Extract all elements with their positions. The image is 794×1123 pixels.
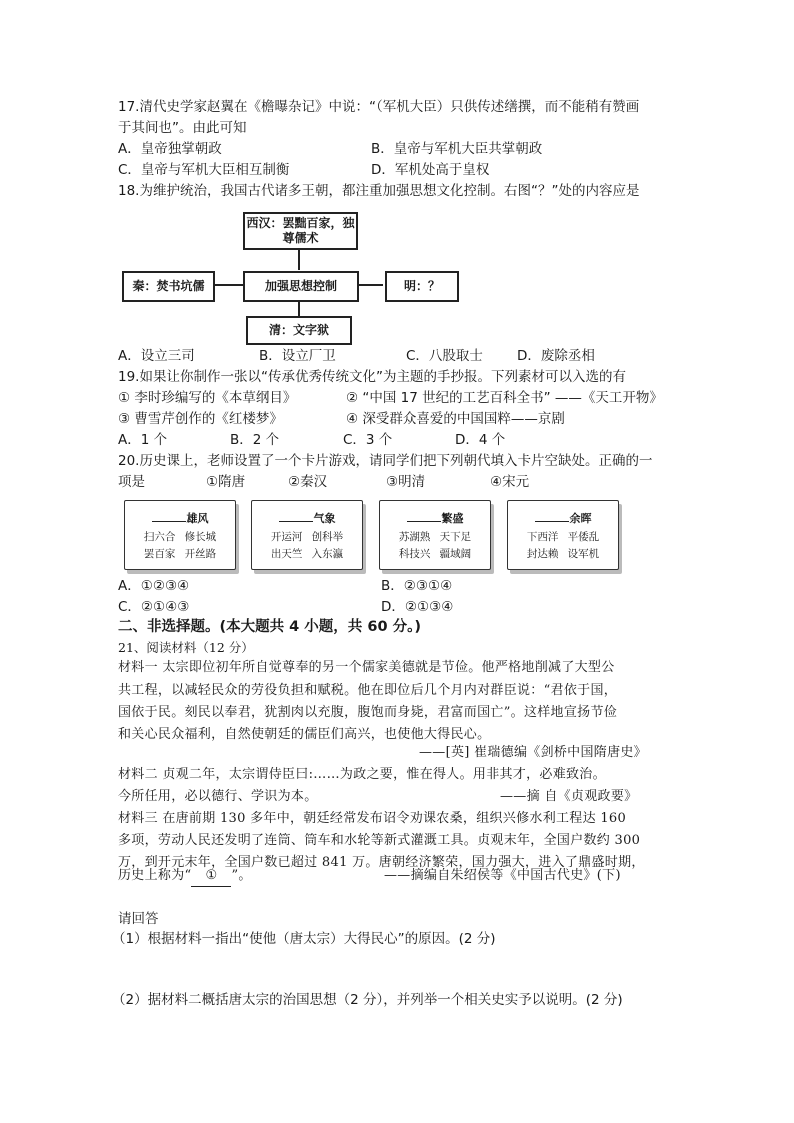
material-1-source: ——[英] 崔瑞德编《剑桥中国隋唐史》 <box>419 745 647 760</box>
q17-option-b: B．皇帝与军机大臣共掌朝政 <box>371 141 543 157</box>
material-2-line2: 今所任用，必以德行、学识为本。 <box>118 789 318 804</box>
q20-stem-line2: 项是 <box>118 474 145 490</box>
card-row-1: 扫六合 修长城 <box>143 531 217 543</box>
q19-stem: 19.如果让你制作一张以“传承优秀传统文化”为主题的手抄报。下列素材可以入选的有 <box>118 369 626 385</box>
material-3-line1: 材料三 在唐前期 130 多年中，朝廷经常发布诏令劝课农桑，组织兴修水利工程达 160 <box>118 811 627 826</box>
q20-choice-4: ④宋元 <box>490 474 530 490</box>
diagram-box-qin: 秦：焚书坑儒 <box>122 271 215 302</box>
q21-part-2: （2）据材料二概括唐太宗的治国思想（2 分），并列举一个相关史实予以说明。(2 分) <box>112 992 623 1008</box>
material-2-line1: 材料二 贞观二年，太宗谓侍臣曰:……为政之要，惟在得人。用非其才，必难致治。 <box>118 767 606 782</box>
q19-item-3: ③ 曹雪芹创作的《红楼梦》 <box>118 411 283 427</box>
q18-option-d: D．废除丞相 <box>517 348 595 364</box>
card-title: 雄风 <box>125 510 235 526</box>
answer-prompt: 请回答 <box>118 911 159 927</box>
card-row-1: 苏湖熟 天下足 <box>398 531 472 543</box>
q20-choice-3: ③明清 <box>386 474 426 490</box>
diagram-box-ming: 明：？ <box>385 271 459 302</box>
q19-option-b: B．2 个 <box>230 432 280 448</box>
section-2-heading: 二、非选择题。(本大题共 4 小题，共 60 分。) <box>118 619 421 635</box>
q17-stem-line2: 于其间也”。由此可知 <box>118 120 247 136</box>
q19-option-d: D．4 个 <box>455 432 506 448</box>
q21-part-1: （1）根据材料一指出“使他（唐太宗）大得民心”的原因。(2 分) <box>112 931 496 947</box>
q20-card-3 <box>379 500 491 570</box>
q19-item-4: ④ 深受群众喜爱的中国国粹——京剧 <box>346 411 565 427</box>
material-1-line1: 材料一 太宗即位初年所自觉尊奉的另一个儒家美德就是节俭。他严格地削减了大型公 <box>118 660 615 675</box>
card-row-1: 开运河 创科举 <box>270 531 344 543</box>
q20-card-2 <box>251 500 363 570</box>
q20-choice-2: ②秦汉 <box>288 474 328 490</box>
q18-option-b: B．设立厂卫 <box>259 348 336 364</box>
q19-option-a: A．1 个 <box>118 432 168 448</box>
q17-stem-line1: 17.清代史学家赵翼在《檐曝杂记》中说：“（军机大臣）只供传述缮撰，而不能稍有赞画 <box>118 99 640 115</box>
material-3-line3: 万，到开元末年，全国户数已超过 841 万。唐朝经济繁荣，国力强大，进入了鼎盛时期， <box>118 855 645 870</box>
q18-option-a: A．设立三司 <box>118 348 195 364</box>
q20-option-d: D．②①③④ <box>381 599 454 615</box>
material-2-source: ——摘 自《贞观政要》 <box>500 789 638 804</box>
material-3-source: ——摘编自朱绍侯等《中国古代史》(下) <box>384 868 621 883</box>
q17-option-c: C．皇帝与军机大臣相互制衡 <box>118 162 290 178</box>
q20-option-c: C．②①④③ <box>118 599 190 615</box>
q17-option-d: D．军机处高于皇权 <box>371 162 490 178</box>
q18-stem: 18.为维护统治，我国古代诸多王朝，都注重加强思想文化控制。右图“？”处的内容应是 <box>118 183 640 199</box>
card-title: 繁盛 <box>380 510 490 526</box>
card-row-2: 封达赖 设军机 <box>526 548 600 560</box>
q20-option-a: A．①②③④ <box>118 578 190 594</box>
card-row-2: 罢百家 开丝路 <box>143 548 217 560</box>
q19-item-2: ② “中国 17 世纪的工艺百科全书” ——《天工开物》 <box>346 390 663 406</box>
q19-item-1: ① 李时珍编写的《本草纲目》 <box>118 390 297 406</box>
card-row-2: 科技兴 疆域阔 <box>398 548 472 560</box>
q21-stem: 21、阅读材料（12 分） <box>118 640 254 655</box>
q20-card-1 <box>124 500 236 570</box>
card-title: 气象 <box>252 510 362 526</box>
material-1-line4: 和关心民众福利，自然使朝廷的儒臣们高兴，也使他大得民心。 <box>118 727 491 742</box>
card-title: 余晖 <box>508 510 618 526</box>
q20-choice-1: ①隋唐 <box>206 474 246 490</box>
q20-option-b: B．②③①④ <box>381 578 453 594</box>
q18-option-c: C．八股取士 <box>406 348 483 364</box>
diagram-box-center: 加强思想控制 <box>243 271 359 302</box>
card-row-1: 下西洋 平倭乱 <box>526 531 600 543</box>
q19-option-c: C．3 个 <box>343 432 393 448</box>
material-1-line2: 共工程，以减轻民众的劳役负担和赋税。他在即位后几个月内对群臣说：“君依于国， <box>118 683 618 698</box>
q20-card-4 <box>507 500 619 570</box>
q17-option-a: A．皇帝独掌朝政 <box>118 141 222 157</box>
diagram-box-qing: 清：文字狱 <box>246 316 352 345</box>
material-1-line3: 国依于民。刻民以奉君，犹割肉以充腹，腹饱而身毙，君富而国亡”。这样地宣扬节俭 <box>118 705 618 720</box>
diagram-box-western-han: 西汉：罢黜百家，独尊儒术 <box>243 212 358 250</box>
material-3-line2: 多项，劳动人民还发明了连筒、筒车和水轮等新式灌溉工具。贞观末年，全国户数约 300 <box>118 833 641 848</box>
material-3-line4: 历史上称为“ ① ”。 <box>118 866 252 887</box>
answer-blank-1[interactable]: ① <box>191 866 231 887</box>
card-row-2: 出天竺 入东瀛 <box>270 548 344 560</box>
q20-stem-line1: 20.历史课上，老师设置了一个卡片游戏，请同学们把下列朝代填入卡片空缺处。正确的一 <box>118 453 653 469</box>
